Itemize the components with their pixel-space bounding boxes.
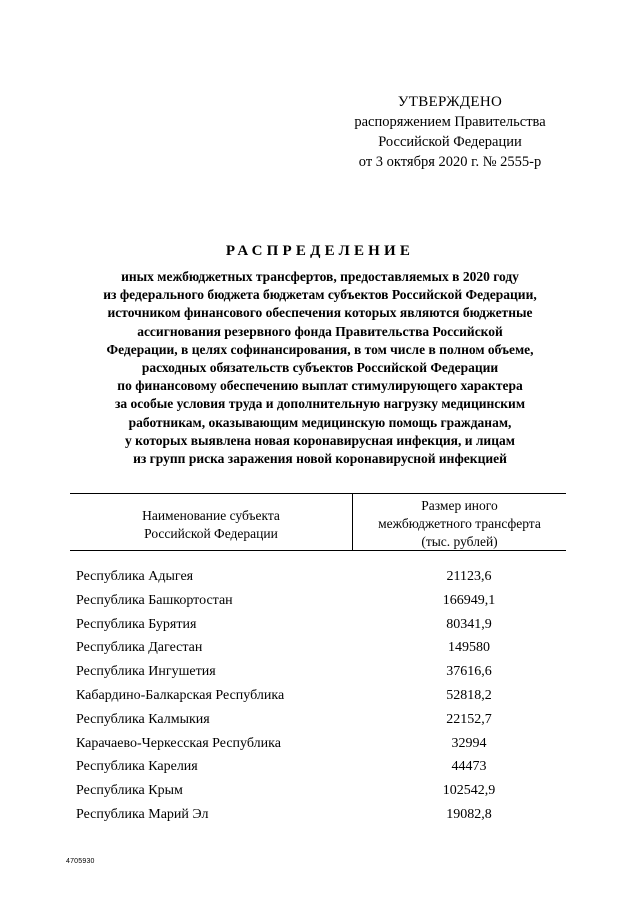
header-subject-name	[70, 507, 352, 543]
header-right-line: межбюджетного трансферта	[378, 516, 541, 531]
subject-name: Республика Карелия	[76, 759, 198, 775]
approval-block	[340, 92, 560, 172]
subject-name: Карачаево-Черкесская Республика	[76, 735, 281, 751]
subtitle-line: за особые условия труда и дополнительную нагрузку медицинским	[114, 396, 526, 412]
header-left-line: Наименование субъекта	[142, 508, 280, 523]
transfer-amount: 32994	[451, 735, 487, 751]
table-body	[76, 565, 566, 827]
header-left-line: Российской Федерации	[144, 526, 278, 541]
table-row	[76, 779, 566, 803]
table-header	[70, 493, 566, 551]
subtitle-line: иных межбюджетных трансфертов, предоставляемых в 2020 году	[121, 269, 519, 284]
approval-line-3: от 3 октября 2020 г. № 2555-р	[358, 154, 542, 170]
approval-heading: УТВЕРЖДЕНО	[397, 94, 503, 110]
subtitle-line: ассигнования резервного фонда Правительства Российской	[137, 323, 503, 339]
transfer-amount: 21123,6	[446, 569, 492, 584]
subtitle-line: Федерации, в целях софинансирования, в том числе в полном объеме,	[106, 341, 534, 357]
table-row	[76, 636, 566, 660]
header-right-line: (тыс. рублей)	[421, 534, 498, 549]
subject-name: Республика Башкортостан	[76, 592, 233, 608]
subject-name: Республика Адыгея	[76, 569, 194, 584]
header-right-line: Размер иного	[421, 498, 498, 513]
table-row	[76, 613, 566, 637]
transfer-amount: 37616,6	[446, 664, 492, 680]
subtitle-line: по финансовому обеспечению выплат стимулирующего характера	[117, 378, 523, 394]
document-title: РАСПРЕДЕЛЕНИЕ	[225, 243, 415, 259]
table-row	[76, 589, 566, 613]
transfer-amount: 80341,9	[446, 616, 492, 632]
subtitle-line: из федерального бюджета бюджетам субъектов Российской Федерации,	[103, 287, 537, 303]
table-row	[76, 565, 566, 589]
approval-line-2: Российской Федерации	[378, 134, 522, 150]
table-row	[76, 755, 566, 779]
transfer-amount: 166949,1	[442, 592, 496, 608]
header-transfer-amount	[353, 497, 566, 551]
transfer-amount: 102542,9	[442, 783, 496, 799]
subtitle-line: из групп риска заражения новой коронавирусной инфекцией	[133, 451, 507, 467]
transfer-amount: 149580	[448, 640, 490, 656]
table-row	[76, 732, 566, 756]
subject-name: Республика Дагестан	[76, 640, 203, 656]
subject-name: Республика Бурятия	[76, 616, 197, 632]
subtitle-line: источником финансового обеспечения которых являются бюджетные	[107, 305, 533, 321]
transfer-amount: 44473	[451, 759, 487, 775]
subtitle-line: расходных обязательств субъектов Российской Федерации	[141, 360, 499, 376]
subject-name: Кабардино-Балкарская Республика	[76, 687, 285, 703]
table-row	[76, 660, 566, 684]
subject-name: Республика Крым	[76, 783, 183, 799]
document-number: 4705930	[66, 858, 95, 865]
subtitle-line: у которых выявлена новая коронавирусная инфекция, и лицам	[125, 432, 515, 448]
subtitle-line: работникам, оказывающим медицинскую помощь гражданам,	[128, 414, 512, 430]
transfer-amount: 52818,2	[446, 687, 492, 703]
table-row	[76, 708, 566, 732]
table-row	[76, 684, 566, 708]
table-row	[76, 803, 566, 827]
approval-line-1: распоряжением Правительства	[354, 114, 546, 130]
document-subtitle	[60, 268, 580, 468]
subject-name: Республика Калмыкия	[76, 711, 210, 727]
subject-name: Республика Ингушетия	[76, 664, 216, 680]
transfer-amount: 22152,7	[446, 711, 492, 727]
transfer-amount: 19082,8	[446, 806, 492, 822]
subject-name: Республика Марий Эл	[76, 806, 209, 822]
